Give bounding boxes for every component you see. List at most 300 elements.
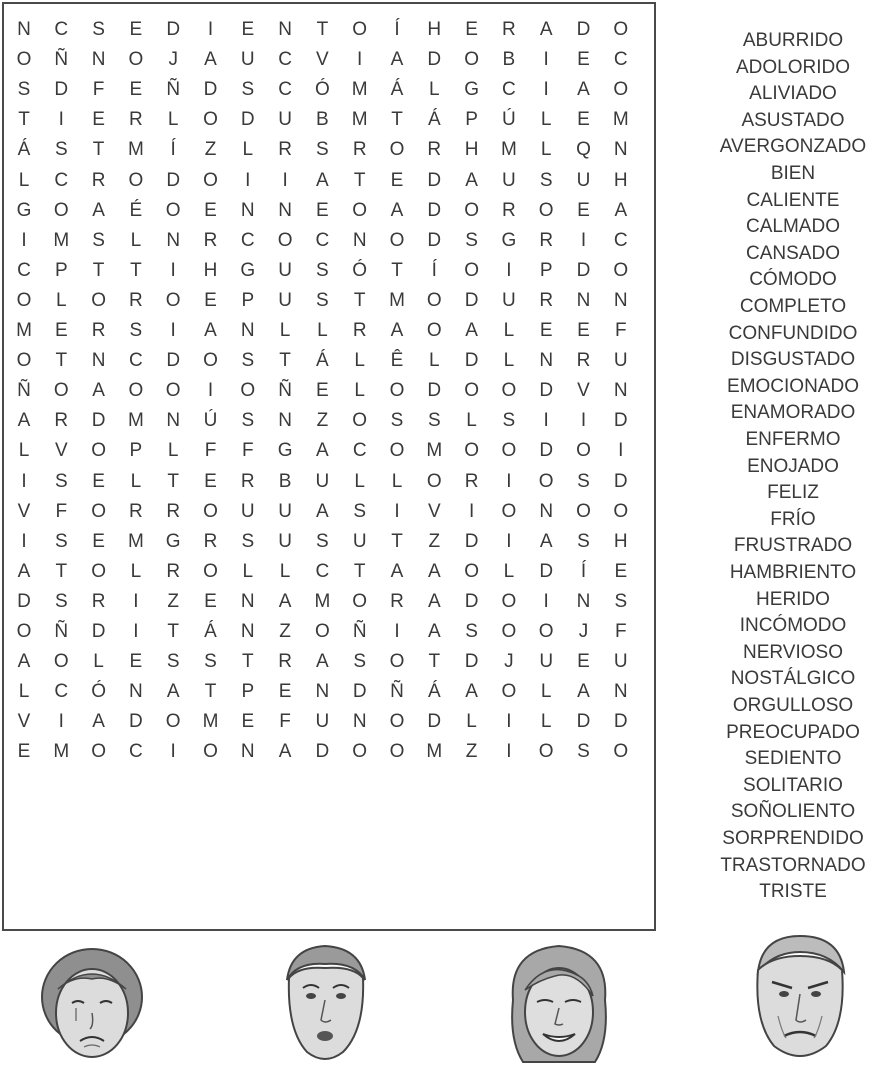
grid-letter[interactable]: O [426,289,442,311]
grid-letter[interactable]: O [389,139,405,161]
grid-letter[interactable]: M [351,109,368,131]
grid-letter[interactable]: G [165,530,181,552]
grid-letter[interactable]: I [618,440,624,462]
grid-letter[interactable]: G [501,229,517,251]
grid-letter[interactable]: S [614,590,628,612]
grid-letter[interactable]: L [503,350,515,372]
grid-letter[interactable]: O [352,19,368,40]
grid-letter[interactable]: Á [17,139,31,161]
grid-letter[interactable]: M [53,229,70,251]
grid-letter[interactable]: O [576,440,591,462]
grid-letter[interactable]: T [353,560,366,582]
grid-letter[interactable]: U [502,169,516,191]
grid-letter[interactable]: T [316,19,329,40]
grid-letter[interactable]: N [278,410,292,432]
grid-letter[interactable]: D [129,711,143,733]
grid-letter[interactable]: Á [390,79,404,101]
grid-letter[interactable]: I [394,500,400,522]
grid-letter[interactable]: L [167,109,179,131]
grid-letter[interactable]: D [576,259,591,281]
grid-letter[interactable]: A [204,49,217,71]
grid-letter[interactable]: T [167,470,179,492]
grid-letter[interactable]: R [129,500,143,522]
grid-letter[interactable]: L [466,410,477,432]
grid-letter[interactable]: D [427,199,442,221]
grid-letter[interactable]: A [390,49,404,71]
grid-letter[interactable]: O [389,711,405,733]
grid-letter[interactable]: T [92,259,105,281]
grid-letter[interactable]: J [578,621,589,642]
grid-letter[interactable]: F [55,500,68,522]
grid-letter[interactable]: D [91,621,106,642]
grid-letter[interactable]: F [279,711,291,733]
grid-letter[interactable]: S [316,259,329,281]
grid-letter[interactable]: A [17,410,31,432]
grid-letter[interactable]: M [500,139,517,161]
grid-letter[interactable]: O [352,590,368,612]
grid-letter[interactable]: L [18,169,30,191]
grid-letter[interactable]: M [426,741,443,763]
grid-letter[interactable]: O [315,621,330,642]
grid-letter[interactable]: S [465,229,478,251]
grid-letter[interactable]: N [240,320,255,341]
grid-letter[interactable]: L [429,79,440,101]
grid-letter[interactable]: R [203,530,218,552]
grid-letter[interactable]: O [464,199,479,221]
grid-letter[interactable]: F [614,320,627,341]
grid-letter[interactable]: Ó [352,259,368,281]
grid-letter[interactable]: U [576,169,591,191]
grid-letter[interactable]: N [613,380,628,402]
grid-letter[interactable]: L [130,470,142,492]
grid-letter[interactable]: T [204,681,217,703]
grid-letter[interactable]: R [464,470,479,492]
grid-letter[interactable]: E [577,109,590,131]
grid-letter[interactable]: R [166,500,181,522]
grid-letter[interactable]: R [352,139,367,161]
grid-letter[interactable]: Í [431,259,437,281]
grid-letter[interactable]: S [241,530,255,552]
grid-letter[interactable]: N [91,49,106,71]
grid-letter[interactable]: L [466,711,477,733]
grid-letter[interactable]: Z [279,621,291,642]
grid-letter[interactable]: O [389,651,405,673]
grid-letter[interactable]: A [316,169,329,191]
grid-letter[interactable]: G [240,259,256,281]
grid-letter[interactable]: I [170,259,176,281]
grid-letter[interactable]: A [92,380,105,402]
grid-letter[interactable]: I [543,49,549,71]
grid-letter[interactable]: A [427,621,441,642]
grid-letter[interactable]: E [241,711,255,733]
grid-letter[interactable]: O [16,350,32,372]
grid-letter[interactable]: D [576,711,591,733]
grid-letter[interactable]: U [539,651,554,673]
grid-letter[interactable]: C [129,350,143,372]
grid-letter[interactable]: I [170,741,176,763]
grid-letter[interactable]: S [316,139,329,161]
grid-letter[interactable]: M [53,741,70,763]
grid-letter[interactable]: I [506,711,512,733]
grid-letter[interactable]: I [394,621,400,642]
grid-letter[interactable]: A [465,320,478,341]
grid-letter[interactable]: O [53,651,69,673]
grid-letter[interactable]: E [539,320,553,341]
grid-letter[interactable]: S [465,621,478,642]
grid-letter[interactable]: D [613,470,628,492]
grid-letter[interactable]: O [426,320,442,341]
grid-letter[interactable]: Z [428,530,441,552]
grid-letter[interactable]: L [391,470,403,492]
grid-letter[interactable]: O [352,741,368,763]
grid-letter[interactable]: L [540,109,552,131]
grid-letter[interactable]: N [166,410,181,432]
grid-letter[interactable]: I [282,169,288,191]
grid-letter[interactable]: I [506,530,512,552]
grid-letter[interactable]: Ñ [166,79,181,101]
grid-letter[interactable]: I [207,19,214,40]
grid-letter[interactable]: N [240,590,255,612]
grid-letter[interactable]: R [129,289,143,311]
grid-letter[interactable]: Ñ [278,380,292,402]
grid-letter[interactable]: O [16,289,32,311]
grid-letter[interactable]: E [129,79,143,101]
grid-letter[interactable]: V [427,500,441,522]
grid-letter[interactable]: A [539,530,553,552]
grid-letter[interactable]: Ó [91,681,106,703]
grid-letter[interactable]: Z [204,139,217,161]
grid-letter[interactable]: R [390,590,404,612]
grid-letter[interactable]: N [613,681,628,703]
grid-letter[interactable]: E [316,199,329,221]
grid-letter[interactable]: D [427,380,442,402]
grid-letter[interactable]: N [315,681,330,703]
grid-letter[interactable]: C [613,49,628,71]
grid-letter[interactable]: V [577,380,590,402]
grid-letter[interactable]: D [539,380,554,402]
grid-letter[interactable]: R [91,320,106,341]
grid-letter[interactable]: O [128,169,144,191]
grid-letter[interactable]: P [539,259,553,281]
grid-letter[interactable]: O [165,289,181,311]
grid-letter[interactable]: Q [576,139,591,161]
grid-letter[interactable]: C [17,259,31,281]
grid-letter[interactable]: S [316,289,329,311]
grid-letter[interactable]: D [427,49,442,71]
grid-letter[interactable]: O [16,621,32,642]
grid-letter[interactable]: I [468,500,475,522]
grid-letter[interactable]: E [92,530,105,552]
grid-letter[interactable]: S [577,470,590,492]
grid-letter[interactable]: E [390,169,404,191]
grid-letter[interactable]: L [242,139,254,161]
grid-letter[interactable]: D [91,410,106,432]
grid-letter[interactable]: O [501,380,517,402]
grid-letter[interactable]: L [242,560,254,582]
grid-letter[interactable]: V [54,440,68,462]
grid-letter[interactable]: P [465,109,478,131]
grid-letter[interactable]: S [54,590,68,612]
grid-letter[interactable]: R [91,590,106,612]
grid-letter[interactable]: B [278,470,292,492]
grid-letter[interactable]: A [465,169,478,191]
grid-letter[interactable]: D [613,410,628,432]
grid-letter[interactable]: U [315,470,330,492]
grid-letter[interactable]: S [241,410,255,432]
grid-letter[interactable]: R [539,289,554,311]
grid-letter[interactable]: U [613,350,628,372]
grid-letter[interactable]: R [129,109,143,131]
grid-letter[interactable]: L [130,229,142,251]
grid-letter[interactable]: O [203,741,218,763]
grid-letter[interactable]: T [55,560,68,582]
grid-letter[interactable]: T [391,259,403,281]
grid-letter[interactable]: O [53,380,69,402]
grid-letter[interactable]: O [203,109,218,131]
grid-letter[interactable]: O [613,500,629,522]
grid-letter[interactable]: A [92,711,105,733]
grid-letter[interactable]: T [391,530,403,552]
grid-letter[interactable]: L [279,560,291,582]
grid-letter[interactable]: N [17,19,31,40]
grid-letter[interactable]: N [278,199,292,221]
grid-letter[interactable]: M [351,79,368,101]
grid-letter[interactable]: V [316,49,329,71]
grid-letter[interactable]: T [55,350,68,372]
grid-letter[interactable]: I [580,410,587,432]
grid-letter[interactable]: U [278,530,292,552]
grid-letter[interactable]: H [203,259,218,281]
grid-letter[interactable]: R [539,229,554,251]
grid-letter[interactable]: S [241,79,255,101]
grid-letter[interactable]: N [613,289,628,311]
grid-letter[interactable]: J [168,49,178,71]
grid-letter[interactable]: E [204,470,217,492]
grid-letter[interactable]: F [92,79,105,101]
grid-letter[interactable]: A [278,741,292,763]
grid-letter[interactable]: S [204,651,217,673]
grid-letter[interactable]: S [129,320,143,341]
grid-letter[interactable]: D [576,19,591,40]
grid-letter[interactable]: D [427,229,442,251]
grid-letter[interactable]: Í [170,139,176,161]
grid-letter[interactable]: O [464,259,479,281]
grid-letter[interactable]: U [278,500,292,522]
grid-letter[interactable]: U [240,49,255,71]
grid-letter[interactable]: C [352,440,367,462]
grid-letter[interactable]: D [352,681,367,703]
grid-letter[interactable]: O [501,590,517,612]
grid-letter[interactable]: H [464,139,479,161]
grid-letter[interactable]: O [352,199,368,221]
grid-letter[interactable]: T [391,109,403,131]
grid-letter[interactable]: Ñ [54,621,69,642]
grid-letter[interactable]: T [279,350,291,372]
grid-letter[interactable]: L [503,320,515,341]
grid-letter[interactable]: L [429,350,440,372]
grid-letter[interactable]: C [129,741,143,763]
grid-letter[interactable]: M [202,711,219,733]
grid-letter[interactable]: E [54,320,68,341]
grid-letter[interactable]: Á [427,681,441,703]
grid-letter[interactable]: O [16,49,32,71]
grid-letter[interactable]: E [204,590,217,612]
grid-letter[interactable]: R [166,560,181,582]
grid-letter[interactable]: M [16,320,32,341]
grid-letter[interactable]: C [278,79,292,101]
grid-letter[interactable]: D [427,169,442,191]
grid-letter[interactable]: P [54,259,68,281]
grid-letter[interactable]: O [613,741,629,763]
grid-letter[interactable]: A [577,79,590,101]
grid-letter[interactable]: A [614,199,628,221]
grid-letter[interactable]: R [352,320,367,341]
grid-letter[interactable]: I [21,470,27,492]
grid-letter[interactable]: O [613,259,629,281]
grid-letter[interactable]: C [54,19,69,40]
grid-letter[interactable]: L [354,470,365,492]
grid-letter[interactable]: O [277,229,293,251]
grid-letter[interactable]: T [241,651,254,673]
grid-letter[interactable]: Ê [390,350,404,372]
grid-letter[interactable]: R [203,229,218,251]
grid-letter[interactable]: D [464,590,479,612]
grid-letter[interactable]: A [278,590,292,612]
grid-letter[interactable]: I [133,590,139,612]
grid-letter[interactable]: I [58,109,64,131]
grid-letter[interactable]: O [501,440,517,462]
grid-letter[interactable]: I [543,590,549,612]
grid-letter[interactable]: S [539,169,553,191]
grid-letter[interactable]: M [426,440,443,462]
grid-letter[interactable]: N [352,229,367,251]
grid-letter[interactable]: Z [465,741,478,763]
grid-letter[interactable]: Á [316,350,329,372]
grid-letter[interactable]: S [54,530,68,552]
grid-letter[interactable]: P [129,440,143,462]
grid-letter[interactable]: N [166,229,181,251]
grid-letter[interactable]: O [128,49,144,71]
grid-letter[interactable]: D [240,109,255,131]
grid-letter[interactable]: O [91,741,106,763]
grid-letter[interactable]: E [614,560,628,582]
grid-letter[interactable]: M [314,590,331,612]
grid-letter[interactable]: V [17,711,31,733]
grid-letter[interactable]: I [506,470,512,492]
grid-letter[interactable]: O [501,500,517,522]
grid-letter[interactable]: I [21,530,27,552]
grid-letter[interactable]: M [127,139,144,161]
grid-letter[interactable]: I [580,229,587,251]
grid-letter[interactable]: L [18,681,30,703]
grid-letter[interactable]: Ú [203,410,218,432]
grid-letter[interactable]: Ñ [390,681,404,703]
grid-letter[interactable]: R [427,139,442,161]
grid-letter[interactable]: Ú [502,109,516,131]
grid-letter[interactable]: A [427,590,441,612]
grid-letter[interactable]: R [502,199,516,221]
grid-letter[interactable]: I [357,49,363,71]
grid-letter[interactable]: L [540,681,552,703]
grid-letter[interactable]: Z [167,590,179,612]
grid-letter[interactable]: I [58,711,64,733]
grid-letter[interactable]: O [203,350,218,372]
grid-letter[interactable]: S [54,470,68,492]
grid-letter[interactable]: I [245,169,251,191]
grid-letter[interactable]: D [203,79,218,101]
grid-letter[interactable]: S [166,651,180,673]
grid-letter[interactable]: N [129,681,143,703]
grid-letter[interactable]: L [93,651,104,673]
grid-letter[interactable]: A [427,560,441,582]
grid-letter[interactable]: N [91,350,106,372]
grid-letter[interactable]: O [464,380,479,402]
grid-letter[interactable]: R [91,169,106,191]
grid-letter[interactable]: G [16,199,32,221]
grid-letter[interactable]: O [128,380,144,402]
grid-letter[interactable]: T [130,259,142,281]
grid-letter[interactable]: G [277,440,293,462]
grid-letter[interactable]: D [166,169,181,191]
grid-letter[interactable]: A [17,651,31,673]
grid-letter[interactable]: A [390,560,404,582]
grid-letter[interactable]: B [316,109,329,131]
grid-letter[interactable]: Í [394,19,400,40]
grid-letter[interactable]: S [316,530,329,552]
grid-letter[interactable]: A [390,320,404,341]
grid-letter[interactable]: N [240,621,255,642]
grid-letter[interactable]: L [354,350,365,372]
grid-letter[interactable]: G [464,79,479,101]
grid-letter[interactable]: D [539,560,554,582]
grid-letter[interactable]: S [17,79,31,101]
grid-letter[interactable]: C [502,79,516,101]
grid-letter[interactable]: A [316,500,329,522]
grid-letter[interactable]: N [352,711,367,733]
grid-letter[interactable]: L [167,440,179,462]
grid-letter[interactable]: O [538,470,554,492]
grid-letter[interactable]: A [17,560,31,582]
grid-letter[interactable]: R [54,410,69,432]
grid-letter[interactable]: L [279,320,291,341]
grid-letter[interactable]: U [352,530,367,552]
grid-letter[interactable]: Ñ [352,621,367,642]
grid-letter[interactable]: I [543,79,549,101]
grid-letter[interactable]: E [92,470,105,492]
grid-letter[interactable]: S [353,651,367,673]
grid-letter[interactable]: T [18,109,30,131]
grid-letter[interactable]: O [203,500,218,522]
grid-letter[interactable]: R [576,350,591,372]
grid-letter[interactable]: O [91,440,106,462]
grid-letter[interactable]: A [539,19,553,40]
grid-letter[interactable]: T [428,651,441,673]
grid-letter[interactable]: E [17,741,31,763]
grid-letter[interactable]: É [129,199,143,221]
grid-letter[interactable]: E [92,109,105,131]
grid-letter[interactable]: O [613,19,629,40]
grid-letter[interactable]: S [577,741,590,763]
grid-letter[interactable]: S [241,350,255,372]
grid-letter[interactable]: O [203,169,218,191]
grid-letter[interactable]: E [241,19,255,40]
grid-letter[interactable]: U [278,109,292,131]
grid-letter[interactable]: A [316,440,329,462]
grid-letter[interactable]: O [576,500,591,522]
grid-letter[interactable]: D [166,350,181,372]
grid-letter[interactable]: S [427,410,441,432]
grid-letter[interactable]: R [240,470,255,492]
